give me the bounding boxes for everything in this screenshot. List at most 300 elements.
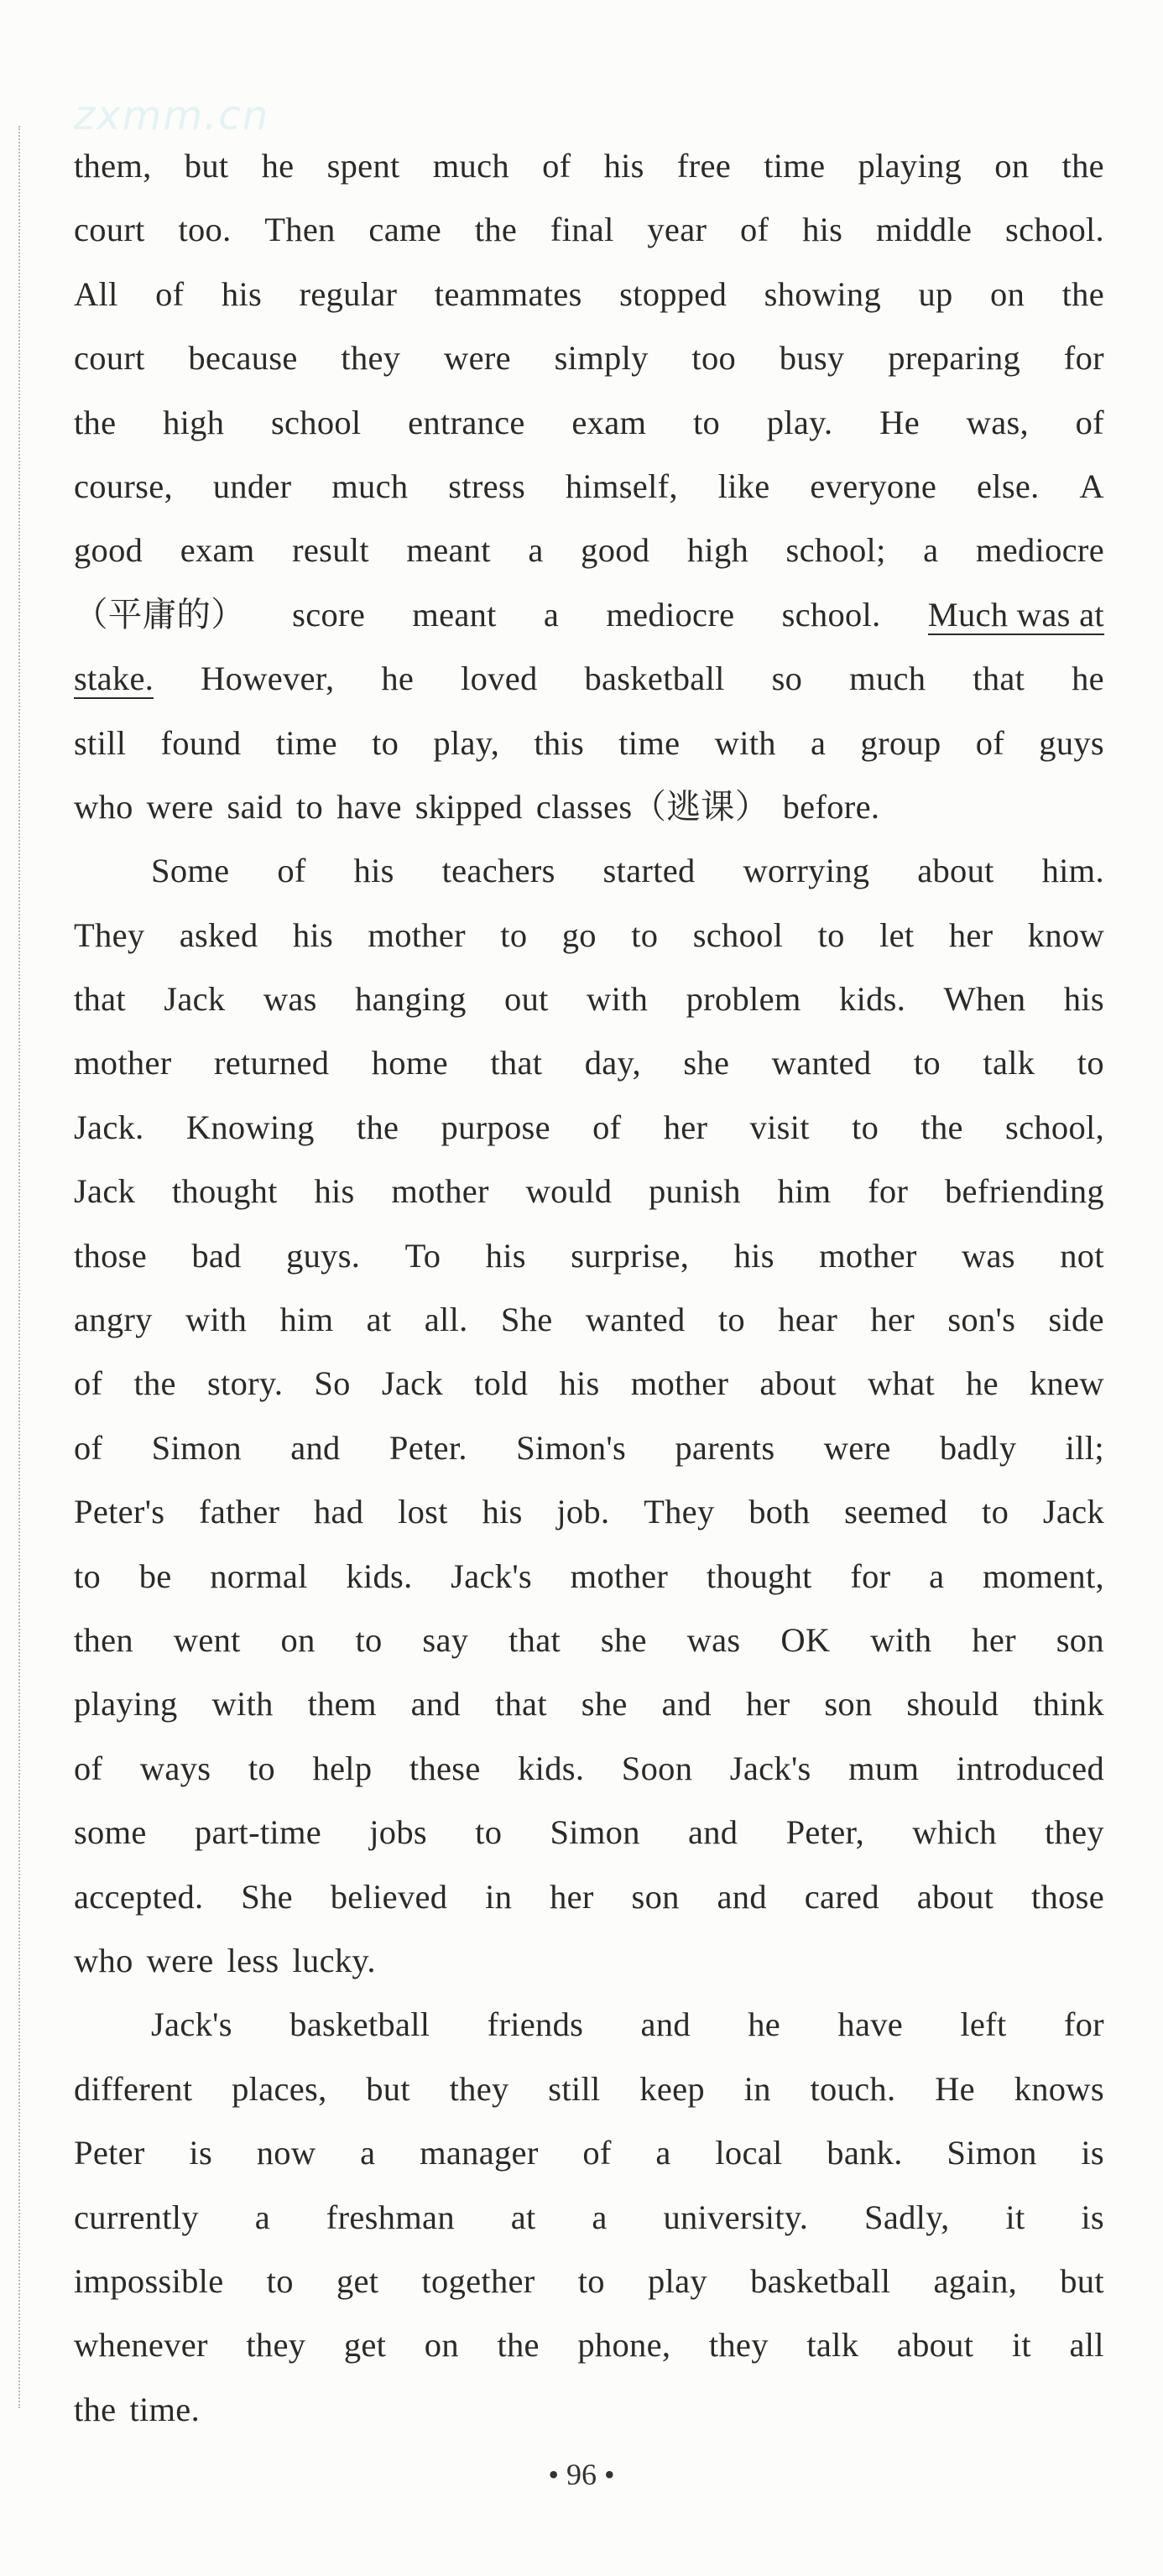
word: went — [173, 1620, 241, 1659]
word: a — [254, 2198, 270, 2236]
word: her — [972, 1620, 1016, 1659]
word: that — [508, 1620, 561, 1659]
word: play — [648, 2261, 707, 2300]
word: the — [133, 1364, 176, 1403]
word: they — [341, 339, 401, 378]
word: with — [185, 1301, 248, 1339]
word: she — [581, 1685, 628, 1723]
word: less — [227, 1941, 279, 1979]
word: simply — [554, 339, 649, 378]
word: Simon's — [516, 1428, 627, 1467]
text-line — [74, 326, 1104, 390]
word: him — [279, 1301, 334, 1339]
word: worrying — [743, 852, 870, 890]
word: middle — [875, 211, 973, 249]
text-line — [74, 839, 1104, 903]
text-line — [74, 1929, 1104, 1993]
word: home — [371, 1044, 448, 1082]
word: mother — [391, 1172, 489, 1211]
text-line — [74, 134, 1104, 198]
word: said — [227, 787, 283, 826]
word: on — [280, 1620, 316, 1659]
word: her — [948, 915, 994, 954]
word: skipped — [415, 787, 523, 826]
word: in — [485, 1877, 513, 1916]
word: not — [1060, 1236, 1104, 1275]
word: currently — [74, 2198, 199, 2236]
word: hear — [778, 1301, 838, 1339]
word: the — [1061, 274, 1104, 313]
word: Jack's — [729, 1749, 811, 1787]
word: They — [74, 915, 145, 954]
word: to — [631, 915, 659, 954]
word: places, — [232, 2069, 327, 2108]
word: ill; — [1065, 1428, 1104, 1467]
word: Jack. — [74, 1108, 144, 1146]
word: To — [404, 1236, 441, 1275]
word: a — [543, 595, 560, 634]
word: his — [802, 211, 843, 249]
word: a — [528, 531, 544, 570]
word: play. — [766, 403, 833, 441]
word: of — [542, 147, 571, 185]
word: kids. — [518, 1749, 585, 1787]
word: before. — [782, 787, 880, 826]
word: time — [618, 723, 681, 762]
word: of — [74, 1749, 103, 1787]
word: both — [748, 1493, 811, 1531]
word: a — [811, 723, 827, 762]
word: Sadly, — [864, 2198, 950, 2236]
word: Then — [264, 211, 336, 249]
text-line — [74, 2121, 1104, 2185]
text-line — [74, 1480, 1104, 1544]
word: her — [550, 1877, 594, 1916]
word: himself, — [565, 467, 678, 505]
word: job. — [556, 1493, 610, 1531]
text-line — [74, 1416, 1104, 1480]
word: mediocre — [606, 595, 735, 634]
word: of — [592, 1108, 622, 1146]
word: to — [692, 403, 721, 441]
word: When — [943, 980, 1026, 1019]
word: friends — [487, 2005, 584, 2044]
word: had — [313, 1493, 364, 1531]
word: then — [74, 1620, 133, 1659]
word: have — [837, 2005, 904, 2044]
word: too. — [178, 211, 232, 249]
word: of — [155, 274, 185, 313]
word: However, — [201, 660, 335, 698]
watermark: zxmm.cn — [74, 92, 270, 139]
word: badly — [939, 1428, 1017, 1467]
word: which — [912, 1813, 997, 1852]
word: mother — [74, 1044, 172, 1082]
word: them, — [74, 147, 152, 185]
word: court — [74, 211, 145, 249]
word: came — [368, 211, 442, 249]
word: mother — [819, 1236, 917, 1275]
word: those — [1030, 1877, 1104, 1916]
word: father — [199, 1493, 280, 1531]
word: time — [764, 147, 826, 185]
word: her — [745, 1685, 790, 1723]
word: think — [1033, 1685, 1104, 1723]
word: that — [494, 1685, 547, 1723]
word: a — [655, 2134, 671, 2172]
word: his — [733, 1236, 774, 1275]
word: about — [896, 2326, 974, 2365]
word: good — [581, 531, 650, 570]
word: He — [935, 2069, 975, 2108]
word: about — [917, 852, 994, 890]
word: her — [663, 1108, 708, 1146]
word: else. — [977, 467, 1040, 505]
word: they — [449, 2069, 509, 2108]
word: stress — [448, 467, 526, 505]
word: for — [850, 1557, 891, 1595]
word: be — [138, 1557, 172, 1595]
word: he — [381, 660, 415, 698]
word: again, — [933, 2261, 1018, 2300]
word: basketball — [289, 2005, 430, 2044]
word: manager — [420, 2134, 539, 2172]
underlined-phrase: Much was at — [927, 595, 1104, 634]
word: he — [966, 1364, 999, 1403]
word: He — [879, 403, 920, 441]
body-text — [74, 134, 1104, 2442]
word: like — [717, 467, 770, 505]
word: with — [211, 1685, 274, 1723]
word: good — [74, 531, 143, 570]
word: he — [748, 2005, 781, 2044]
word: of — [74, 1364, 103, 1403]
word: to — [717, 1301, 745, 1339]
word: Some — [151, 852, 230, 890]
text-line — [74, 583, 1104, 647]
word: at — [366, 1301, 392, 1339]
word: his — [314, 1172, 355, 1211]
text-line — [74, 1801, 1104, 1864]
word: out — [504, 980, 549, 1019]
word: together — [421, 2261, 535, 2300]
word: score — [292, 595, 366, 634]
text-line — [74, 1352, 1104, 1416]
word: high — [163, 403, 225, 441]
word: to — [296, 787, 324, 826]
word: for — [1063, 2005, 1104, 2044]
word: told — [474, 1364, 529, 1403]
word: and — [661, 1685, 712, 1723]
word: parents — [675, 1428, 775, 1467]
word: school. — [1005, 211, 1104, 249]
word: were — [146, 1941, 214, 1979]
word: what — [867, 1364, 935, 1403]
underlined-phrase: stake. — [74, 660, 154, 698]
page-number: • 96 • — [548, 2458, 615, 2491]
word: A — [1079, 467, 1104, 505]
word: for — [1063, 339, 1104, 378]
word: knew — [1029, 1364, 1104, 1403]
word: him. — [1041, 852, 1104, 890]
word: problem — [686, 980, 801, 1019]
word: who — [74, 1941, 133, 1979]
text-line — [74, 2186, 1104, 2250]
word: and — [290, 1428, 341, 1467]
word: normal — [210, 1557, 308, 1595]
word: surprise, — [571, 1236, 690, 1275]
word: son — [824, 1685, 873, 1723]
word: school — [692, 915, 784, 954]
text-line — [74, 263, 1104, 326]
word: Peter — [74, 2134, 145, 2172]
word: She — [500, 1301, 553, 1339]
text-line — [74, 198, 1104, 262]
word: believed — [330, 1877, 448, 1916]
word: with — [714, 723, 776, 762]
word: but — [366, 2069, 410, 2108]
word: loved — [461, 660, 538, 698]
word: on — [994, 147, 1030, 185]
word: left — [960, 2005, 1007, 2044]
word: of — [975, 723, 1005, 762]
text-line — [74, 647, 1104, 711]
word: Soon — [621, 1749, 693, 1787]
word: regular — [299, 274, 398, 313]
margin-rule — [18, 126, 20, 2408]
word: his — [603, 147, 644, 185]
word: So — [314, 1364, 351, 1403]
word: to — [1077, 1044, 1104, 1082]
word: who — [74, 787, 133, 826]
word: get — [343, 2326, 387, 2365]
word: exam — [180, 531, 255, 570]
word: Simon — [151, 1428, 242, 1467]
word: a — [923, 531, 939, 570]
word: to — [852, 1108, 879, 1146]
word: Jack — [381, 1364, 444, 1403]
word: to — [266, 2261, 294, 2300]
text-line — [74, 519, 1104, 582]
word: the — [74, 2390, 117, 2428]
word: meant — [412, 595, 497, 634]
word: mother — [368, 915, 466, 954]
text-line — [74, 455, 1104, 519]
word: son — [1056, 1620, 1104, 1659]
word: local — [715, 2134, 783, 2172]
word: is — [189, 2134, 213, 2172]
word: impossible — [74, 2261, 224, 2300]
text-line — [74, 1031, 1104, 1095]
text-line — [74, 1224, 1104, 1288]
word: the — [1061, 147, 1104, 185]
word: some — [74, 1813, 147, 1852]
word: seemed — [844, 1493, 948, 1531]
word: Jack's — [451, 1557, 532, 1595]
word: moment, — [983, 1557, 1104, 1595]
word: the — [920, 1108, 963, 1146]
word: Jack's — [151, 2005, 232, 2044]
text-line — [74, 1993, 1104, 2057]
word: story. — [206, 1364, 284, 1403]
word: final — [550, 211, 614, 249]
word: to — [817, 915, 845, 954]
word: and — [717, 1877, 767, 1916]
text-line — [74, 1609, 1104, 1672]
text-line — [74, 2057, 1104, 2121]
text-line — [74, 2313, 1104, 2377]
word: to — [475, 1813, 503, 1852]
word: her — [870, 1301, 915, 1339]
word: talk — [806, 2326, 859, 2365]
word: asked — [179, 915, 258, 954]
word: his — [485, 1236, 526, 1275]
text-line — [74, 1096, 1104, 1160]
word: were — [146, 787, 214, 826]
word: Peter. — [389, 1428, 467, 1467]
word: know — [1027, 915, 1104, 954]
word: knows — [1014, 2069, 1104, 2108]
word: was — [686, 1620, 741, 1659]
word: thought — [706, 1557, 812, 1595]
word: was — [961, 1236, 1015, 1275]
word: basketball — [584, 660, 725, 698]
word: group — [860, 723, 941, 762]
word: in — [743, 2069, 771, 2108]
word: OK — [780, 1620, 831, 1659]
text-line — [74, 775, 1104, 839]
text-line — [74, 391, 1104, 455]
word: to — [74, 1557, 102, 1595]
word: up — [918, 274, 953, 313]
word: let — [879, 915, 915, 954]
word: spent — [326, 147, 400, 185]
text-line — [74, 1672, 1104, 1736]
word: but — [184, 147, 229, 185]
word: the — [497, 2326, 540, 2365]
word: they — [1044, 1813, 1104, 1852]
word: to — [577, 2261, 605, 2300]
word: help — [312, 1749, 373, 1787]
word: and — [687, 1813, 738, 1852]
word: son — [631, 1877, 680, 1916]
word: under — [212, 467, 292, 505]
word: preparing — [888, 339, 1021, 378]
word: purpose — [441, 1108, 550, 1146]
word: university. — [663, 2198, 809, 2236]
word: result — [292, 531, 369, 570]
word: bad — [191, 1236, 242, 1275]
word: guys — [1039, 723, 1104, 762]
word: a — [929, 1557, 945, 1595]
word: this — [534, 723, 585, 762]
word: time — [275, 723, 337, 762]
word: cared — [804, 1877, 879, 1916]
word: his — [292, 915, 334, 954]
word: much — [331, 467, 409, 505]
word: to — [248, 1749, 275, 1787]
word: of — [740, 211, 769, 249]
word: kids. — [839, 980, 906, 1019]
word: They — [644, 1493, 715, 1531]
word: Peter, — [785, 1813, 865, 1852]
word: school, — [1005, 1108, 1104, 1146]
word: mother — [630, 1364, 729, 1403]
word: and — [640, 2005, 691, 2044]
word: it — [1005, 2198, 1025, 2236]
word: everyone — [810, 467, 937, 505]
word: them — [307, 1685, 377, 1723]
word: at — [510, 2198, 536, 2236]
word: on — [424, 2326, 459, 2365]
word: Jack — [164, 980, 226, 1019]
word: to — [372, 723, 399, 762]
word: for — [868, 1172, 909, 1211]
word: much — [849, 660, 926, 698]
word: should — [906, 1685, 999, 1723]
word: high — [686, 531, 749, 570]
word: school — [270, 403, 362, 441]
word: playing — [74, 1685, 178, 1723]
word: wanted — [771, 1044, 872, 1082]
word: touch. — [810, 2069, 896, 2108]
word: year — [647, 211, 707, 249]
word: befriending — [944, 1172, 1104, 1211]
word: much — [432, 147, 509, 185]
word: she — [600, 1620, 647, 1659]
word: course, — [74, 467, 173, 505]
word: is — [1081, 2134, 1104, 2172]
word: is — [1081, 2198, 1104, 2236]
word: to — [913, 1044, 941, 1082]
word: to — [355, 1620, 383, 1659]
word: because — [188, 339, 298, 378]
word: basketball — [750, 2261, 891, 2300]
word: part-time — [194, 1813, 322, 1852]
word: the — [474, 211, 518, 249]
word: all. — [424, 1301, 468, 1339]
word: Simon — [550, 1813, 640, 1852]
word: they — [246, 2326, 306, 2365]
word: a — [592, 2198, 608, 2236]
word: lucky. — [292, 1941, 376, 1979]
word: kids. — [346, 1557, 413, 1595]
word: she — [683, 1044, 730, 1082]
word: Simon — [947, 2134, 1037, 2172]
word: （平庸的） — [74, 595, 245, 634]
word: that — [490, 1044, 543, 1082]
word: and — [410, 1685, 462, 1723]
text-line — [74, 1288, 1104, 1352]
word: Peter's — [74, 1493, 165, 1531]
text-line — [74, 2250, 1104, 2313]
word: Jack — [1042, 1493, 1104, 1531]
word: his — [1063, 980, 1104, 1019]
word: with — [870, 1620, 932, 1659]
word: that — [74, 980, 126, 1019]
word: different — [74, 2069, 193, 2108]
word: play, — [433, 723, 500, 762]
word: with — [587, 980, 649, 1019]
word: still — [548, 2069, 601, 2108]
word: phone, — [577, 2326, 671, 2365]
word: punish — [649, 1172, 741, 1211]
word: were — [823, 1428, 891, 1467]
word: his — [353, 852, 394, 890]
word: thought — [171, 1172, 278, 1211]
word: his — [559, 1364, 600, 1403]
word: classes（逃课） — [535, 787, 769, 826]
